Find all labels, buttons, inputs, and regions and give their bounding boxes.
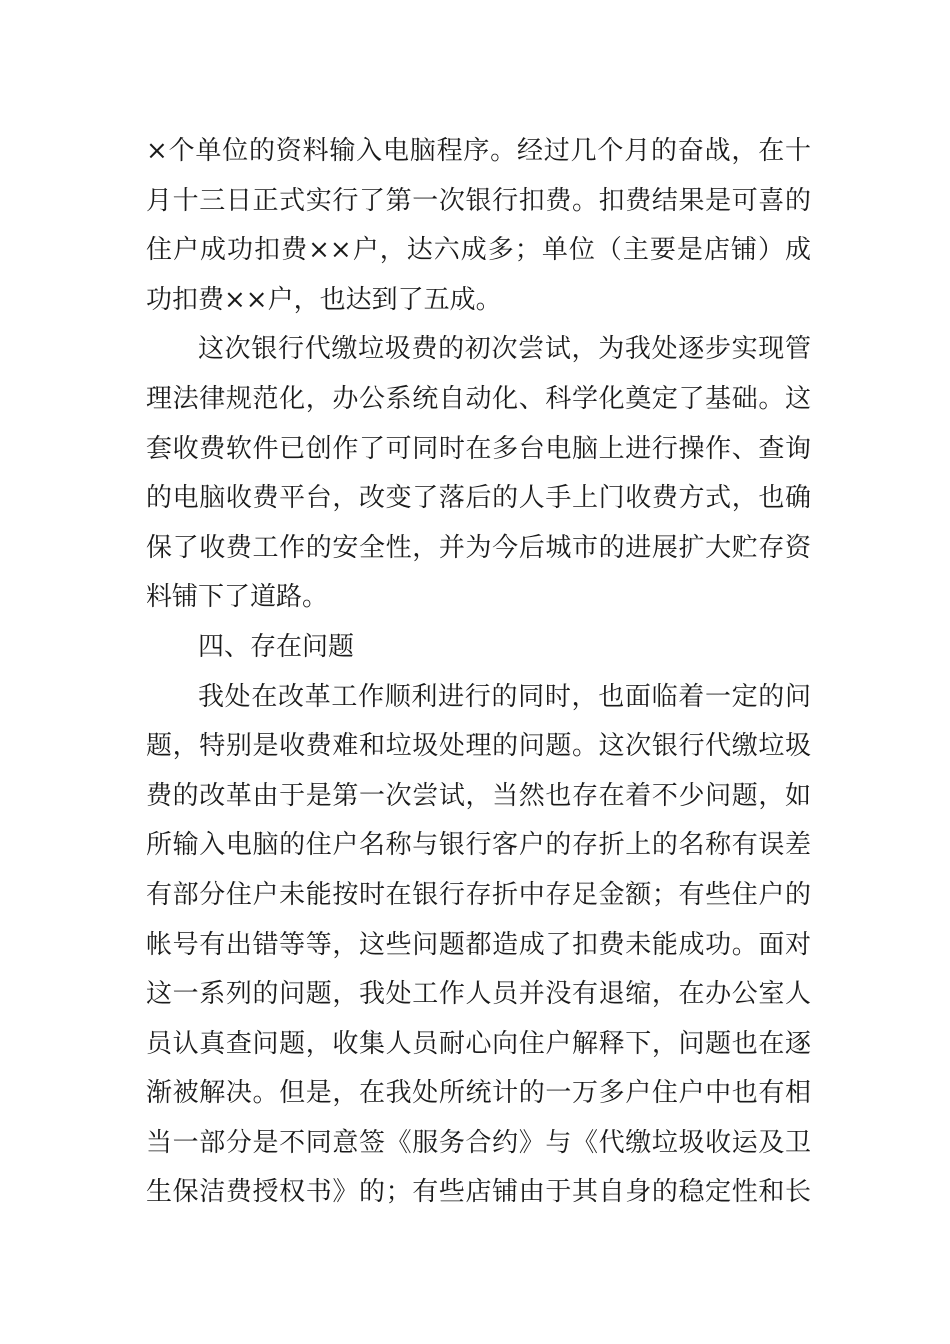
text-line: ×个单位的资料输入电脑程序。经过几个月的奋战，在十 — [146, 136, 811, 166]
text-line: 费的改革由于是第一次尝试，当然也存在着不少问题，如 — [146, 780, 811, 811]
text-line: 住户成功扣费××户，达六成多；单位（主要是店铺）成 — [146, 235, 811, 266]
text-line: 保了收费工作的安全性，并为今后城市的进展扩大贮存资 — [146, 532, 811, 563]
text-line: 当一部分是不同意签《服务合约》与《代缴垃圾收运及卫 — [146, 1127, 811, 1158]
paragraph-first-line: 这次银行代缴垃圾费的初次尝试，为我处逐步实现管 — [198, 334, 811, 365]
text-line: 所输入电脑的住户名称与银行客户的存折上的名称有误差 — [146, 830, 811, 861]
text-line: 生保洁费授权书》的；有些店铺由于其自身的稳定性和长 — [146, 1177, 811, 1208]
text-line: 题，特别是收费难和垃圾处理的问题。这次银行代缴垃圾 — [146, 731, 811, 762]
text-line: 有部分住户未能按时在银行存折中存足金额；有些住户的 — [146, 879, 811, 910]
text-line: 这一系列的问题，我处工作人员并没有退缩，在办公室人 — [146, 979, 811, 1010]
body-text — [146, 127, 811, 1218]
text-line: 的电脑收费平台，改变了落后的人手上门收费方式，也确 — [146, 483, 811, 514]
section-heading: 四、存在问题 — [198, 631, 355, 662]
text-line: 员认真查问题，收集人员耐心向住户解释下，问题也在逐 — [146, 1028, 811, 1059]
text-line: 功扣费××户，也达到了五成。 — [146, 284, 502, 315]
text-line: 料铺下了道路。 — [146, 582, 329, 613]
text-line: 帐号有出错等等，这些问题都造成了扣费未能成功。面对 — [146, 929, 811, 960]
text-line: 套收费软件已创作了可同时在多台电脑上进行操作、查询 — [146, 433, 811, 464]
paragraph-first-line: 我处在改革工作顺利进行的同时，也面临着一定的问 — [198, 681, 811, 712]
text-line: 渐被解决。但是，在我处所统计的一万多户住户中也有相 — [146, 1078, 811, 1109]
text-line: 月十三日正式实行了第一次银行扣费。扣费结果是可喜的 — [146, 185, 811, 216]
text-line: 理法律规范化，办公系统自动化、科学化奠定了基础。这 — [146, 383, 811, 414]
